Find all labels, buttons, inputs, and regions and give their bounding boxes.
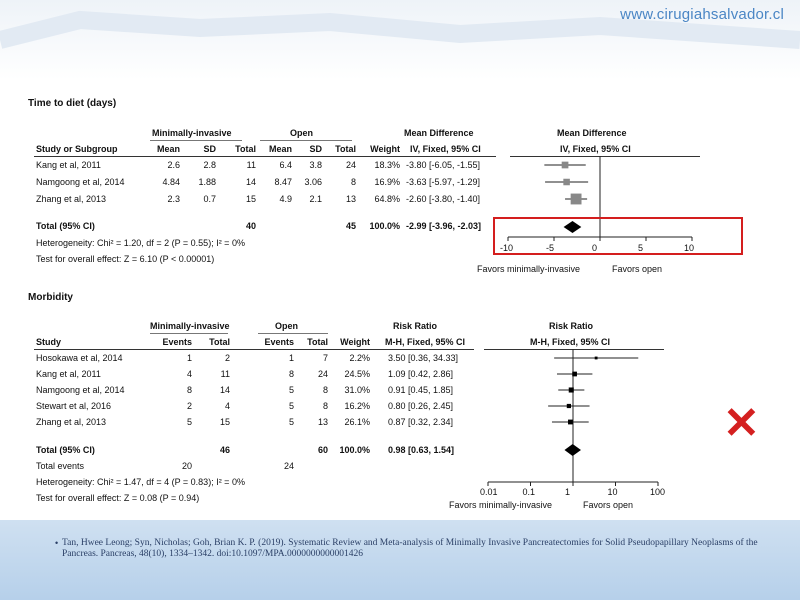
cell-mean2: 6.4: [279, 160, 292, 170]
favors-right-label: Favors open: [583, 500, 634, 510]
tick-label: -10: [500, 243, 514, 253]
cell-total: 46: [219, 445, 230, 455]
cell-sd: 1.88: [198, 177, 216, 187]
group-left-header: Minimally-invasive: [152, 128, 232, 138]
cell-ci: 0.87 [0.32, 2.34]: [388, 417, 454, 427]
cell-total2: 13: [345, 194, 356, 204]
cell-weight: 16.2%: [344, 401, 370, 411]
col-study: Study or Subgroup: [36, 144, 118, 154]
cell-events2: 5: [288, 417, 294, 427]
cell-total2: 24: [345, 160, 356, 170]
cell-total2: 8: [322, 385, 328, 395]
cell-total: 2: [224, 353, 230, 363]
footer-banner: [0, 520, 800, 600]
tick-label: 0.1: [522, 487, 536, 497]
cell-events2: 5: [288, 401, 294, 411]
tick-label: 0: [592, 243, 598, 253]
tick-label: 10: [607, 487, 618, 497]
study-name: Hosokawa et al, 2014: [36, 353, 123, 363]
cell-ci: 3.50 [0.36, 34.33]: [388, 353, 459, 363]
cell-sd2: 2.1: [309, 194, 322, 204]
point-estimate: [569, 387, 574, 392]
study-name: Zhang et al, 2013: [36, 194, 107, 204]
col-study: Study: [36, 337, 62, 347]
tick-label: 10: [684, 243, 695, 253]
tick-label: 5: [638, 243, 644, 253]
cell-ci: 1.09 [0.42, 2.86]: [388, 369, 454, 379]
favors-left-label: Favors minimally-invasive: [449, 500, 553, 510]
cell-weight: 24.5%: [344, 369, 370, 379]
tick-label: 1: [565, 487, 571, 497]
point-estimate: [572, 372, 577, 377]
cell-events: 20: [181, 461, 192, 471]
cell-total: 11: [246, 160, 256, 170]
total-label: Total (95% CI): [36, 445, 95, 455]
cell-sd: 0.7: [203, 194, 216, 204]
col-total2: Total: [307, 337, 328, 347]
cell-events2: 1: [288, 353, 294, 363]
cell-weight: 16.9%: [374, 177, 400, 187]
cell-mean: 2.6: [167, 160, 180, 170]
cell-events: 1: [186, 353, 192, 363]
heterogeneity-text: Heterogeneity: Chi² = 1.20, df = 2 (P = 0.55); I² = 0%: [36, 238, 245, 248]
study-name: Zhang et al, 2013: [36, 417, 107, 427]
point-estimate: [567, 404, 571, 408]
plot-header: Risk Ratio: [549, 321, 594, 331]
cell-events2: 24: [283, 461, 294, 471]
cell-total: 40: [245, 221, 256, 231]
col-mean: Mean: [156, 144, 180, 154]
plot-header: Mean Difference: [557, 128, 627, 138]
effect-subheader: M-H, Fixed, 95% CI: [385, 337, 466, 347]
point-estimate: [568, 420, 573, 425]
cell-mean: 2.3: [167, 194, 180, 204]
total-events-label: Total events: [36, 461, 85, 471]
section-title-morbidity: Morbidity: [28, 292, 73, 303]
cell-weight: 2.2%: [349, 353, 370, 363]
cell-total2: 13: [317, 417, 328, 427]
cell-weight: 31.0%: [344, 385, 370, 395]
reference-text: Tan, Hwee Leong; Syn, Nicholas; Goh, Brian K. P. (2019). Systematic Review and Meta-analysis of Minimally Invasive Pancreatectomies for Solid Pseudopapillary Neoplasms of the Pancreas. Pancreas, 48(10), 1334–1342. doi:10.1097/MPA.0000000000001426: [62, 538, 758, 559]
cell-weight: 100.0%: [369, 221, 400, 231]
tick-label: 100: [650, 487, 666, 497]
overall-effect-text: Test for overall effect: Z = 6.10 (P < 0.00001): [36, 254, 215, 264]
cell-events: 4: [186, 369, 192, 379]
col-total2: Total: [335, 144, 356, 154]
cell-total: 15: [219, 417, 230, 427]
cell-total: 15: [245, 194, 256, 204]
effect-subheader: IV, Fixed, 95% CI: [410, 144, 481, 154]
cell-ci: -3.80 [-6.05, -1.55]: [406, 160, 481, 170]
col-total: Total: [209, 337, 230, 347]
effect-header: Mean Difference: [404, 128, 474, 138]
cell-total2: 7: [322, 353, 328, 363]
study-name: Kang et al, 2011: [36, 369, 101, 379]
group-right-header: Open: [275, 321, 299, 331]
tick-label: 0.01: [480, 487, 498, 497]
cell-ci: 0.98 [0.63, 1.54]: [388, 445, 455, 455]
col-weight: Weight: [370, 144, 400, 154]
cell-sd2: 3.06: [304, 177, 322, 187]
cell-ci: -2.99 [-3.96, -2.03]: [406, 221, 482, 231]
effect-header: Risk Ratio: [393, 321, 438, 331]
cell-weight: 64.8%: [374, 194, 400, 204]
section-title-time-to-diet: Time to diet (days): [28, 98, 117, 109]
col-mean2: Mean: [268, 144, 292, 154]
site-url[interactable]: www.cirugiahsalvador.cl: [620, 6, 784, 23]
col-weight: Weight: [340, 337, 370, 347]
cell-events2: 8: [288, 369, 294, 379]
pooled-diamond: [564, 444, 580, 456]
red-x-mark: ✕: [723, 399, 760, 448]
heterogeneity-text: Heterogeneity: Chi² = 1.47, df = 4 (P = 0.83); I² = 0%: [36, 477, 245, 487]
cell-sd: 2.8: [203, 160, 216, 170]
favors-right-label: Favors open: [612, 264, 663, 274]
study-name: Kang et al, 2011: [36, 160, 101, 170]
total-label: Total (95% CI): [36, 221, 95, 231]
cell-total: 4: [224, 401, 230, 411]
cell-ci: 0.80 [0.26, 2.45]: [388, 401, 454, 411]
cell-events: 8: [186, 385, 192, 395]
cell-total: 14: [245, 177, 256, 187]
cell-mean2: 8.47: [274, 177, 292, 187]
study-name: Namgoong et al, 2014: [36, 385, 125, 395]
reference-bullet: •: [55, 538, 59, 548]
cell-ci: -3.63 [-5.97, -1.29]: [406, 177, 481, 187]
cell-mean: 4.84: [162, 177, 180, 187]
col-total: Total: [235, 144, 256, 154]
col-events2: Events: [264, 337, 294, 347]
cell-mean2: 4.9: [279, 194, 292, 204]
cell-events: 2: [186, 401, 192, 411]
cell-weight: 18.3%: [374, 160, 400, 170]
col-sd: SD: [203, 144, 216, 154]
cell-sd2: 3.8: [309, 160, 322, 170]
cell-total2: 8: [322, 401, 328, 411]
cell-events: 5: [186, 417, 192, 427]
plot-subheader: IV, Fixed, 95% CI: [560, 144, 631, 154]
study-name: Namgoong et al, 2014: [36, 177, 125, 187]
cell-ci: -2.60 [-3.80, -1.40]: [406, 194, 481, 204]
study-name: Stewart et al, 2016: [36, 401, 112, 411]
cell-total: 11: [220, 369, 230, 379]
tick-label: -5: [546, 243, 555, 253]
cell-total2: 45: [345, 221, 356, 231]
col-sd2: SD: [309, 144, 322, 154]
plot-subheader: M-H, Fixed, 95% CI: [530, 337, 611, 347]
col-events: Events: [162, 337, 192, 347]
cell-total: 14: [219, 385, 230, 395]
cell-weight: 100.0%: [339, 445, 370, 455]
overall-effect-text: Test for overall effect: Z = 0.08 (P = 0.94): [36, 493, 200, 503]
cell-total2: 24: [317, 369, 328, 379]
group-right-header: Open: [290, 128, 314, 138]
point-estimate: [595, 357, 598, 360]
group-left-header: Minimally-invasive: [150, 321, 230, 331]
cell-total2: 60: [317, 445, 328, 455]
cell-events2: 5: [288, 385, 294, 395]
favors-left-label: Favors minimally-invasive: [477, 264, 581, 274]
cell-ci: 0.91 [0.45, 1.85]: [388, 385, 454, 395]
cell-weight: 26.1%: [344, 417, 370, 427]
cell-total2: 8: [350, 177, 356, 187]
